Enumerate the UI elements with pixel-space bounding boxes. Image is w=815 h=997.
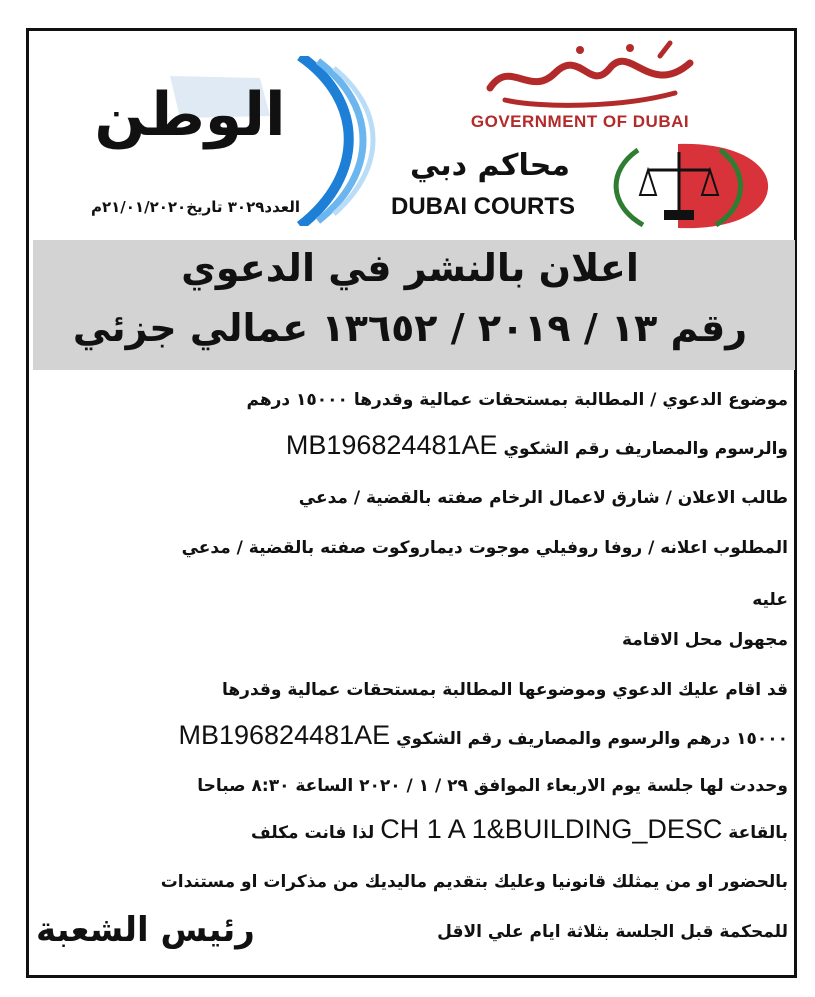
body-line-8-text: ١٥٠٠٠ درهم والرسوم والمصاريف رقم الشكوي bbox=[396, 729, 788, 749]
courtroom-code: CH 1 A 1&BUILDING_DESC bbox=[380, 814, 723, 844]
body-line-10-pre: بالقاعة bbox=[728, 823, 788, 843]
body-line-6: مجهول محل الاقامة bbox=[621, 630, 788, 650]
case-number: رقم ١٣ / ٢٠١٩ / ١٣٦٥٢ عمالي جزئي bbox=[72, 306, 748, 350]
body-line-8 bbox=[36, 720, 788, 751]
body-line-12: للمحكمة قبل الجلسة بثلاثة ايام علي الاقل bbox=[437, 922, 788, 942]
body-line-5: عليه bbox=[752, 590, 788, 610]
body-line-2 bbox=[36, 430, 788, 461]
complaint-code: MB196824481AE bbox=[285, 430, 498, 460]
body-line-10-post: لذا فانت مكلف bbox=[250, 823, 375, 843]
government-of-dubai-logo bbox=[470, 38, 710, 108]
dubai-courts-arabic: محاكم دبي bbox=[410, 148, 570, 183]
newspaper-name: الوطن bbox=[94, 80, 286, 150]
body-line-3: طالب الاعلان / شارق لاعمال الرخام صفته بالقضية / مدعي bbox=[298, 488, 788, 508]
body-line-7: قد اقام عليك الدعوي وموضوعها المطالبة بمستحقات عمالية وقدرها bbox=[221, 680, 788, 700]
issue-number-date: العدد٣٠٢٩ تاريخ٢١/٠١/٢٠٢٠م bbox=[90, 198, 300, 216]
notice-title: اعلان بالنشر في الدعوي bbox=[181, 246, 639, 290]
body-line-10 bbox=[36, 814, 788, 845]
body-line-9: وحددت لها جلسة يوم الاربعاء الموافق ٢٩ / ١ / ٢٠٢٠ الساعة ٨:٣٠ صباحا bbox=[197, 776, 788, 796]
body-line-11: بالحضور او من يمثلك قانونيا وعليك بتقديم ماليديك من مذكرات او مستندات bbox=[160, 872, 788, 892]
complaint-code-2: MB196824481AE bbox=[178, 720, 391, 750]
body-line-4: المطلوب اعلانه / روفا روفيلي موجوت ديماروكوت صفته بالقضية / مدعي bbox=[181, 538, 788, 558]
body-line-2-text: والرسوم والمصاريف رقم الشكوي bbox=[503, 439, 788, 459]
dubai-courts-emblem bbox=[598, 140, 770, 232]
dubai-courts-english: DUBAI COURTS bbox=[391, 193, 575, 220]
signature-section-head: رئيس الشعبة bbox=[36, 910, 255, 950]
body-line-1: موضوع الدعوي / المطالبة بمستحقات عمالية وقدرها ١٥٠٠٠ درهم bbox=[246, 390, 788, 410]
government-of-dubai-text: GOVERNMENT OF DUBAI bbox=[470, 112, 690, 131]
